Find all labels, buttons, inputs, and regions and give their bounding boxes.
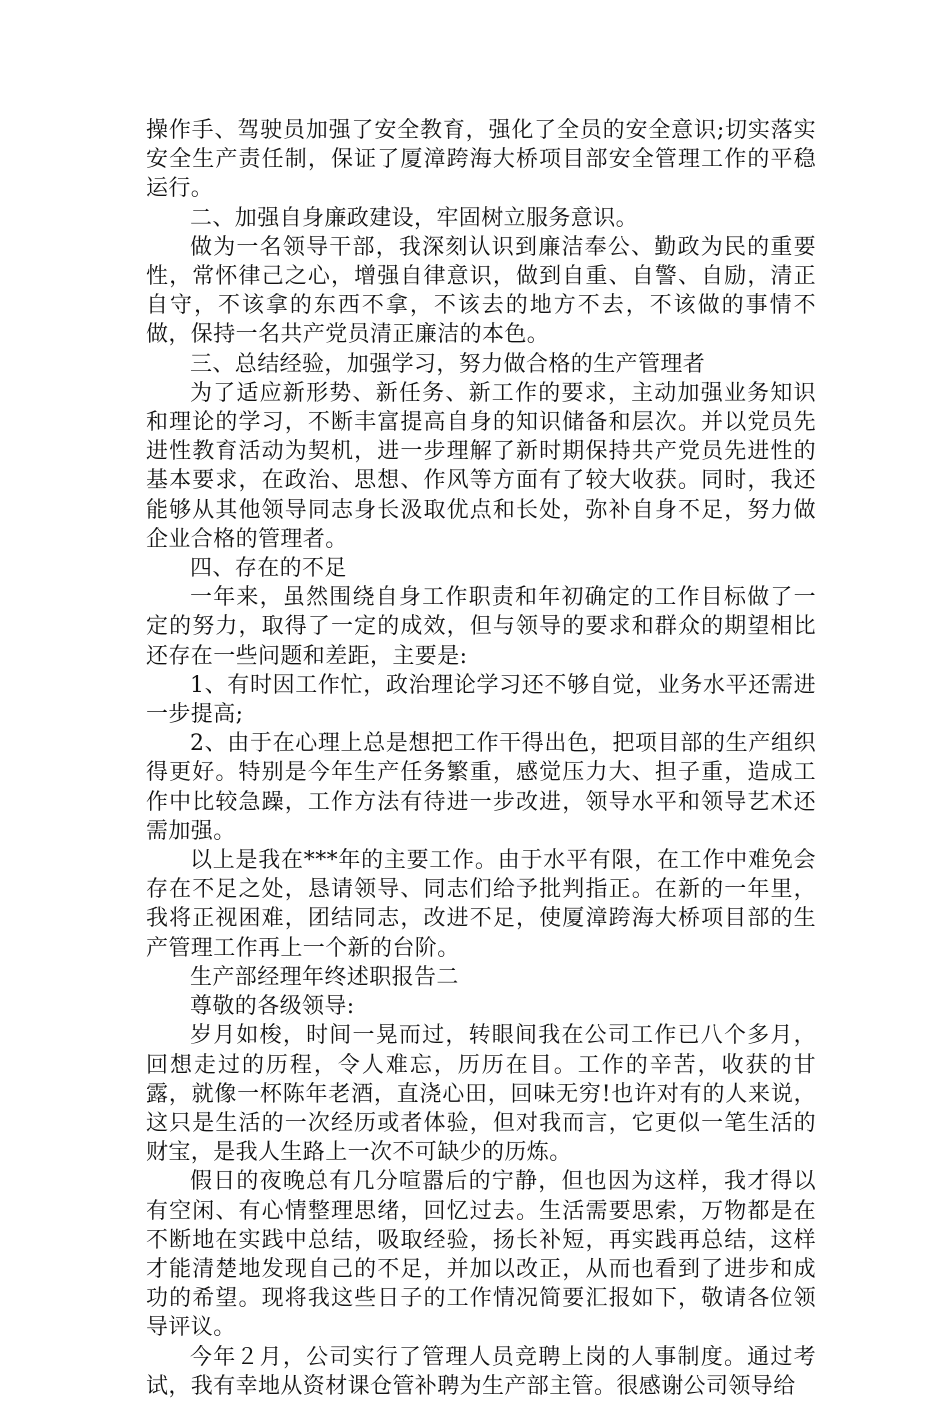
paragraph: 一年来，虽然围绕自身工作职责和年初确定的工作目标做了一定的努力，取得了一定的成效，但与领导的要求和群众的期望相比还存在一些问题和差距，主要是: [146, 585, 816, 669]
paragraph: 操作手、驾驶员加强了安全教育，强化了全员的安全意识;切实落实安全生产责任制，保证了厦漳跨海大桥项目部安全管理工作的平稳运行。 [146, 118, 816, 202]
paragraph: 为了适应新形势、新任务、新工作的要求，主动加强业务知识和理论的学习，不断丰富提高自身的知识储备和层次。并以党员先进性教育活动为契机，进一步理解了新时期保持共产党员先进性的基本要求，在政治、思想、作风等方面有了较大收获。同时，我还能够从其他领导同志身长汲取优点和长处，弥补自身不足，努力做企业合格的管理者。 [146, 380, 816, 552]
report-title: 生产部经理年终述职报告二 [190, 964, 459, 990]
section-heading-shortcomings: 四、存在的不足 [190, 556, 347, 582]
paragraph: 岁月如梭，时间一晃而过，转眼间我在公司工作已八个多月，回想走过的历程，令人难忘，历历在目。工作的辛苦，收获的甘露，就像一杯陈年老酒，直浇心田，回味无穷!也许对有的人来说，这只是生活的一次经历或者体验，但对我而言，它更似一笔生活的财宝，是我人生路上一次不可缺少的历炼。 [146, 1023, 816, 1166]
document-page [146, 116, 816, 1401]
list-item: 2、由于在心理上总是想把工作干得出色，把项目部的生产组织得更好。特别是今年生产任务繁重，感觉压力大、担子重，造成工作中比较急躁，工作方法有待进一步改进，领导水平和领导艺术还需加强。 [146, 731, 816, 844]
paragraph: 今年２月，公司实行了管理人员竞聘上岗的人事制度。通过考试，我有幸地从资材课仓管补聘为生产部主管。很感谢公司领导给 [146, 1344, 816, 1399]
paragraph: 假日的夜晚总有几分喧嚣后的宁静，但也因为这样，我才得以有空闲、有心情整理思绪，回忆过去。生活需要思索，万物都是在不断地在实践中总结，吸取经验，扬长补短，再实践再总结，这样才能清楚地发现自己的不足，并加以改正，从而也看到了进步和成功的希望。现将我这些日子的工作情况简要汇报如下，敬请各位领导评议。 [146, 1169, 816, 1341]
paragraph: 以上是我在***年的主要工作。由于水平有限，在工作中难免会存在不足之处，恳请领导、同志们给予批判指正。在新的一年里，我将正视困难，团结同志，改进不足，使厦漳跨海大桥项目部的生产管理工作再上一个新的台阶。 [146, 848, 816, 961]
section-heading-learning: 三、总结经验，加强学习，努力做合格的生产管理者 [190, 351, 706, 377]
section-heading-integrity: 二、加强自身廉政建设，牢固树立服务意识。 [190, 205, 639, 231]
paragraph: 做为一名领导干部，我深刻认识到廉洁奉公、勤政为民的重要性，常怀律己之心，增强自律意识，做到自重、自警、自励，清正自守，不该拿的东西不拿，不该去的地方不去，不该做的事情不做，保持一名共产党员清正廉洁的本色。 [146, 234, 816, 348]
list-item: 1、有时因工作忙，政治理论学习还不够自觉，业务水平还需进一步提高; [146, 672, 816, 728]
salutation: 尊敬的各级领导: [190, 994, 355, 1020]
